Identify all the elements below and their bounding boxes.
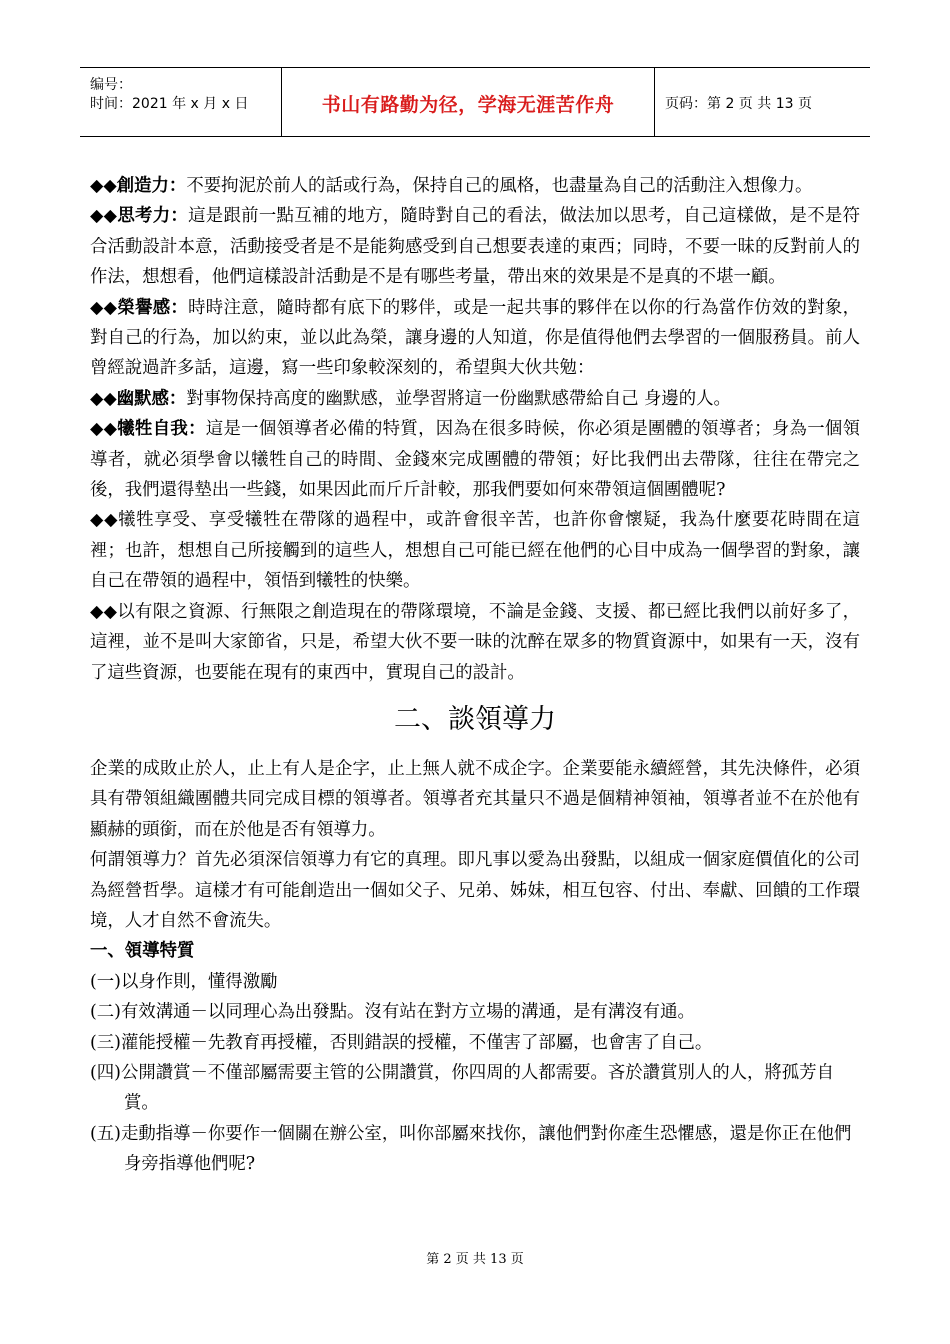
paragraph-thinking [90, 201, 860, 292]
paragraph-sacrifice [90, 414, 860, 505]
subsection-title: 一、領導特質 [90, 941, 195, 962]
paragraph-lead: ◆◆榮譽感： [90, 297, 189, 318]
paragraph-text: 犧牲享受、享受犧牲在帶隊的過程中，或許會很辛苦，也許你會懷疑，我為什麼要花時間在這裡；也許，想想自己所接觸到的這些人，想想自己可能已經在他們的心目中成為一個學習的對象，讓自己在帶領的過程中，領悟到犧牲的快樂。 [90, 510, 860, 592]
section-paragraph: 何謂領導力？首先必須深信領導力有它的真理。即凡事以愛為出發點，以組成一個家庭價值化的公司為經營哲學。這樣才有可能創造出一個如父子、兄弟、姊妹，相互包容、付出、奉獻、回饋的工作環境，人才自然不會流失。 [90, 850, 860, 931]
list-item: (三)灌能授權－先教育再授權，否則錯誤的授權，不僅害了部屬，也會害了自己。 [90, 1032, 713, 1053]
paragraph-text: 這是一個領導者必備的特質，因為在很多時候，你必須是團體的領導者；身為一個領導者，就必須學會以犧牲自己的時間、金錢來完成團體的帶領；好比我們出去帶隊，往往在帶完之後，我們還得墊出一些錢，如果因此而斤斤計較，那我們要如何來帶領這個團體呢? [90, 419, 860, 501]
paragraph-text: 對事物保持高度的幽默感，並學習將這一份幽默感帶給自己 身邊的人。 [186, 388, 731, 409]
header-page-cell [655, 68, 870, 136]
paragraph-limited-resources [90, 597, 860, 688]
page-footer: 第 2 页 共 13 页 [426, 1252, 524, 1267]
paragraph-creativity [90, 171, 860, 201]
page-label: 页码：第 2 页 共 13 页 [665, 96, 812, 112]
header-info-cell [80, 68, 282, 136]
document-body [90, 171, 860, 1180]
section-title: 二、談領導力 [394, 703, 556, 735]
header-motto-cell [282, 68, 655, 136]
paragraph-text: 時時注意，隨時都有底下的夥伴，或是一起共事的夥伴在以你的行為當作仿效的對象，對自己的行為，加以約束，並以此為榮，讓身邊的人知道，你是值得他們去學習的一個服務員。前人曾經說過許多話，這邊，寫一些印象較深刻的，希望與大伙共勉： [90, 297, 860, 379]
paragraph-text: 以有限之資源、行無限之創造現在的帶隊環境，不論是金錢、支援、都已經比我們以前好多了，這裡，並不是叫大家節省，只是，希望大伙不要一昧的沈醉在眾多的物質資源中，如果有一天，沒有了這些資源，也要能在現有的東西中，實現自己的設計。 [90, 601, 861, 683]
list-item: (五)走動指導－你要作一個關在辦公室，叫你部屬來找你，讓他們對你產生恐懼感，還是你正在他們身旁指導他們呢? [90, 1123, 852, 1175]
paragraph-lead: ◆◆ [90, 601, 118, 622]
paragraph-text: 這是跟前一點互補的地方，隨時對自己的看法，做法加以思考，自己這樣做，是不是符合活動設計本意，活動接受者是不是能夠感受到自己想要表達的東西；同時，不要一昧的反對前人的作法，想想看，他們這樣設計活動是不是有哪些考量，帶出來的效果是不是真的不堪一顧。 [90, 206, 860, 288]
paragraph-lead: ◆◆ [90, 510, 119, 531]
header-motto: 书山有路勤为径，学海无涯苦作舟 [321, 94, 615, 116]
paragraph-lead: ◆◆創造力： [90, 176, 187, 196]
paragraph-text: 不要拘泥於前人的話或行為，保持自己的風格，也盡量為自己的活動注入想像力。 [186, 176, 813, 196]
list-item: (四)公開讚賞－不僅部屬需要主管的公開讚賞，你四周的人都需要。吝於讚賞別人的人，將孤芳自賞。 [90, 1062, 834, 1114]
section-paragraph: 企業的成敗止於人，止上有人是企字，止上無人就不成企字。企業要能永續經營，其先決條件，必須具有帶領組織團體共同完成目標的領導者。領導者充其量只不過是個精神領袖，領導者並不在於他有顯赫的頭銜，而在於他是否有領導力。 [90, 758, 860, 840]
paragraph-lead: ◆◆犧牲自我： [90, 419, 206, 440]
paragraph-humor [90, 384, 860, 414]
date-label: 时间：2021 年 x 月 x 日 [90, 96, 249, 112]
list-item: (二)有效溝通－以同理心為出發點。沒有站在對方立場的溝通，是有溝沒有通。 [90, 1002, 695, 1023]
number-label: 编号： [90, 77, 132, 93]
paragraph-honor [90, 293, 860, 384]
paragraph-lead: ◆◆思考力： [90, 206, 189, 227]
paragraph-enjoy-sacrifice [90, 505, 860, 596]
list-item: (一)以身作則，懂得激勵 [90, 971, 278, 992]
document-header [80, 67, 870, 137]
paragraph-lead: ◆◆幽默感： [90, 388, 187, 409]
